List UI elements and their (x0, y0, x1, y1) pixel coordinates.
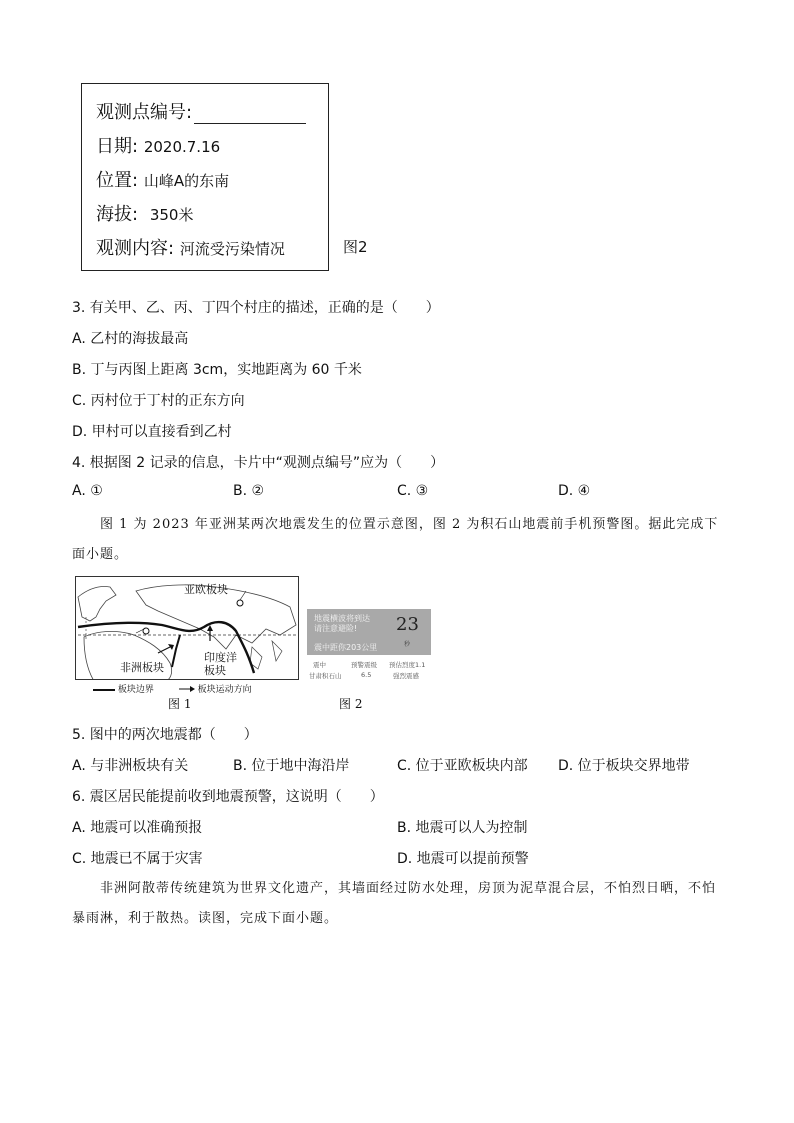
marker-leader-1 (240, 591, 246, 600)
q4-stem: 4. 根据图 2 记录的信息，卡片中“观测点编号”应为（ ） (72, 455, 445, 471)
q4-option-c: C. ③ (397, 483, 429, 499)
plate-boundary-branch (172, 635, 180, 667)
q5-option-a: A. 与非洲板块有关 (72, 758, 189, 774)
label-indian-plate: 印度洋板块 (204, 651, 237, 677)
marker-leader-2 (136, 628, 146, 633)
alert-intensity-head: 预估烈度1.1 (389, 661, 426, 669)
alert-distance: 震中距你203公里 (314, 643, 378, 652)
alert-message-line1: 地震横波将到达 (314, 614, 370, 623)
motion-arrow-african (158, 647, 170, 653)
card-position-row (96, 166, 229, 192)
card-altitude-value: 350米 (149, 206, 194, 224)
q6-option-b: B. 地震可以人为控制 (397, 820, 528, 836)
card-altitude-label: 海拔: (96, 204, 139, 225)
q3-option-d: D. 甲村可以直接看到乙村 (72, 424, 232, 440)
earthquake-marker-1 (237, 600, 243, 606)
figure2-caption: 图 2 (339, 697, 363, 711)
card-altitude-row (96, 200, 193, 226)
label-african-plate: 非洲板块 (120, 661, 164, 674)
card-position-label: 位置: (96, 170, 139, 191)
alert-magnitude-head: 预警震级 (351, 661, 377, 669)
q6-stem: 6. 震区居民能提前收到地震预警，这说明（ ） (72, 789, 384, 805)
q4-option-a: A. ① (72, 483, 103, 499)
alert-epicenter-head: 震中 (313, 661, 326, 669)
card-id-label: 观测点编号: (96, 102, 193, 123)
card-id-row (96, 98, 306, 124)
q6-option-c: C. 地震已不属于灾害 (72, 851, 203, 867)
legend-motion-label: 板块运动方向 (197, 685, 252, 695)
alert-intensity-value: 强烈震感 (393, 672, 419, 680)
q5-option-c: C. 位于亚欧板块内部 (397, 758, 528, 774)
q6-option-a: A. 地震可以准确预报 (72, 820, 203, 836)
alert-epicenter-value: 甘肃积石山 (309, 672, 342, 680)
alert-message-line2: 请注意避险! (314, 624, 358, 633)
intro-paragraph-earthquake: 图 1 为 2023 年亚洲某两次地震发生的位置示意图，图 2 为积石山地震前手机预警图。据此完成下面小题。 (72, 517, 719, 562)
q4-option-b: B. ② (233, 483, 265, 499)
card-id-blank (194, 105, 306, 124)
q5-option-d: D. 位于板块交界地带 (558, 758, 690, 774)
alert-countdown-unit: 秒 (404, 641, 411, 648)
card-figure-label: 图2 (343, 238, 368, 256)
legend-boundary-label: 板块边界 (117, 685, 154, 695)
card-date-row (96, 132, 220, 158)
observation-card (81, 83, 329, 271)
legend-arrow-icon (179, 685, 195, 695)
card-content-row (96, 234, 285, 260)
map-legend (93, 682, 252, 695)
alert-banner (307, 609, 431, 655)
q6-option-d: D. 地震可以提前预警 (397, 851, 529, 867)
q5-option-b: B. 位于地中海沿岸 (233, 758, 350, 774)
alert-message (314, 614, 370, 634)
q3-option-c: C. 丙村位于丁村的正东方向 (72, 393, 245, 409)
alert-magnitude-value: 6.5 (361, 671, 372, 679)
coastline-north (78, 586, 116, 621)
q3-option-a: A. 乙村的海拔最高 (72, 331, 189, 347)
legend-boundary-swatch (93, 689, 115, 691)
card-content-label: 观测内容: (96, 238, 175, 259)
plate-map (75, 576, 299, 680)
q4-option-d: D. ④ (558, 483, 591, 499)
alert-details (307, 658, 431, 685)
card-date-value: 2020.7.16 (143, 138, 221, 156)
intro-paragraph-ashanti: 非洲阿散蒂传统建筑为世界文化遗产，其墙面经过防水处理，房顶为泥草混合层，不怕烈日晒，不怕暴雨淋，利于散热。读图，完成下面小题。 (72, 881, 717, 926)
card-position-value: 山峰A的东南 (143, 172, 230, 190)
label-eurasian-plate: 亚欧板块 (184, 583, 228, 596)
q5-stem: 5. 图中的两次地震都（ ） (72, 727, 258, 743)
coastline-islands (250, 641, 282, 669)
q3-stem: 3. 有关甲、乙、丙、丁四个村庄的描述，正确的是（ ） (72, 300, 440, 316)
card-date-label: 日期: (96, 136, 139, 157)
earthquake-alert-screenshot (307, 609, 431, 685)
alert-countdown: 23 (396, 614, 419, 635)
q3-option-b: B. 丁与丙图上距离 3cm，实地距离为 60 千米 (72, 362, 362, 378)
figure1-caption: 图 1 (168, 697, 192, 711)
card-content-value: 河流受污染情况 (179, 240, 285, 258)
